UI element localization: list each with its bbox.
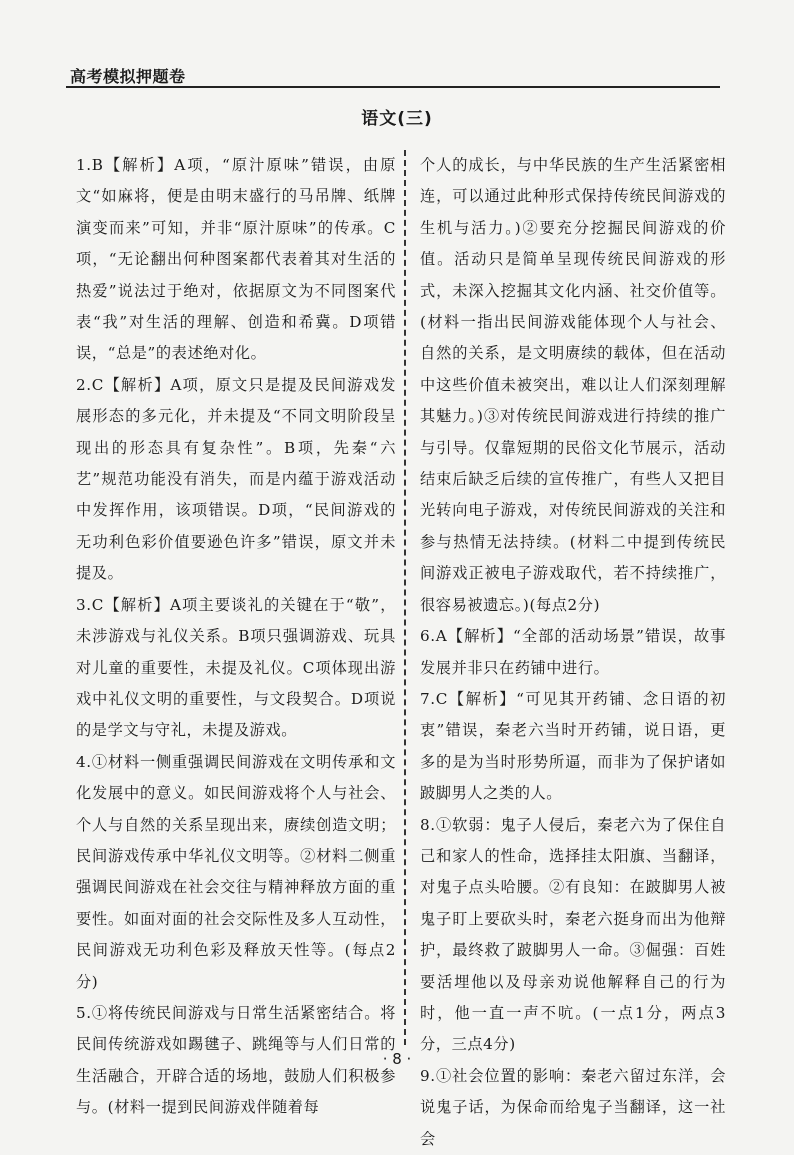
answer-item-6: 6.A【解析】“全部的活动场景”错误，故事发展并非只在药铺中进行。 bbox=[420, 627, 726, 677]
answer-item-4: 4.①材料一侧重强调民间游戏在文明传承和文化发展中的意义。如民间游戏将个人与社会、个人与自然的关系呈现出来，赓续创造文明；民间游戏传承中华礼仪文明等。②材料二侧重强调民间游戏在社会交往与精神释放方面的重要性。如面对面的社会交际性及多人互动性，民间游戏无功利色彩及释放天性等。(每点2分) bbox=[76, 752, 396, 991]
answer-item-1: 1.B【解析】A项，“原汁原味”错误，由原文“如麻将，便是由明末盛行的马吊牌、纸牌演变而来”可知，并非“原汁原味”的传承。C项，“无论翻出何种图案都代表着其对生活的热爱”说法过于绝对，依据原文为不同图案代表“我”对生活的理解、创造和希冀。D项错误，“总是”的表述绝对化。 bbox=[76, 156, 396, 363]
answer-item-5: 5.①将传统民间游戏与日常生活紧密结合。将民间传统游戏如踢毽子、跳绳等与人们日常的生活融合，开辟合适的场地，鼓励人们积极参与。(材料一提到民间游戏伴随着每 bbox=[76, 1003, 396, 1117]
header-title: 高考模拟押题卷 bbox=[70, 67, 186, 86]
answer-item-7: 7.C【解析】“可见其开药铺、念日语的初衷”错误，秦老六当时开药铺，说日语，更多的是为当时形势所逼，而非为了保护诸如跛脚男人之类的人。 bbox=[420, 689, 726, 803]
column-divider bbox=[404, 150, 406, 1045]
answer-item-5-continued: 个人的成长，与中华民族的生产生活紧密相连，可以通过此种形式保持传统民间游戏的生机与活力。)②要充分挖掘民间游戏的价值。活动只是简单呈现传统民间游戏的形式，未深入挖掘其文化内涵、社交价值等。(材料一指出民间游戏能体现个人与社会、自然的关系，是文明赓续的载体，但在活动中这些价值未被突出，难以让人们深刻理解其魅力。)③对传统民间游戏进行持续的推广与引导。仅靠短期的民俗文化节展示，活动结束后缺乏后续的宣传推广，有些人又把目光转向电子游戏，对传统民间游戏的关注和参与热情无法持续。(材料二中提到传统民间游戏正被电子游戏取代，若不持续推广，很容易被遗忘。)(每点2分) bbox=[420, 156, 726, 614]
document-title: 语文(三) bbox=[361, 109, 433, 129]
answer-item-3: 3.C【解析】A项主要谈礼的关键在于“敬”，未涉游戏与礼仪关系。B项只强调游戏、玩具对儿童的重要性，未提及礼仪。C项体现出游戏中礼仪文明的重要性，与文段契合。D项说的是学文与守礼，未提及游戏。 bbox=[76, 595, 396, 740]
right-column bbox=[420, 150, 726, 1155]
answer-item-9: 9.①社会位置的影响：秦老六留过东洋，会说鬼子话，为保命而给鬼子当翻译，这一社会 bbox=[420, 1066, 726, 1148]
answer-item-8: 8.①软弱：鬼子人侵后，秦老六为了保住自己和家人的性命，选择挂太阳旗、当翻译，对鬼子点头哈腰。②有良知：在跛脚男人被鬼子盯上要砍头时，秦老六挺身而出为他辩护，最终救了跛脚男人一命。③倔强：百姓要活埋他以及母亲劝说他解释自己的行为时，他一直一声不吭。(一点1分，两点3分，三点4分) bbox=[420, 815, 726, 1054]
left-column bbox=[76, 150, 396, 1124]
page-number: · 8 · bbox=[382, 1050, 412, 1068]
page-header bbox=[66, 64, 720, 88]
answer-item-2: 2.C【解析】A项，原文只是提及民间游戏发展形态的多元化，并未提及“不同文明阶段呈现出的形态具有复杂性”。B项，先秦“六艺”规范功能没有消失，而是内蕴于游戏活动中发挥作用，该项错误。D项，“民间游戏的无功利色彩价值要逊色许多”错误，原文并未提及。 bbox=[76, 375, 396, 583]
